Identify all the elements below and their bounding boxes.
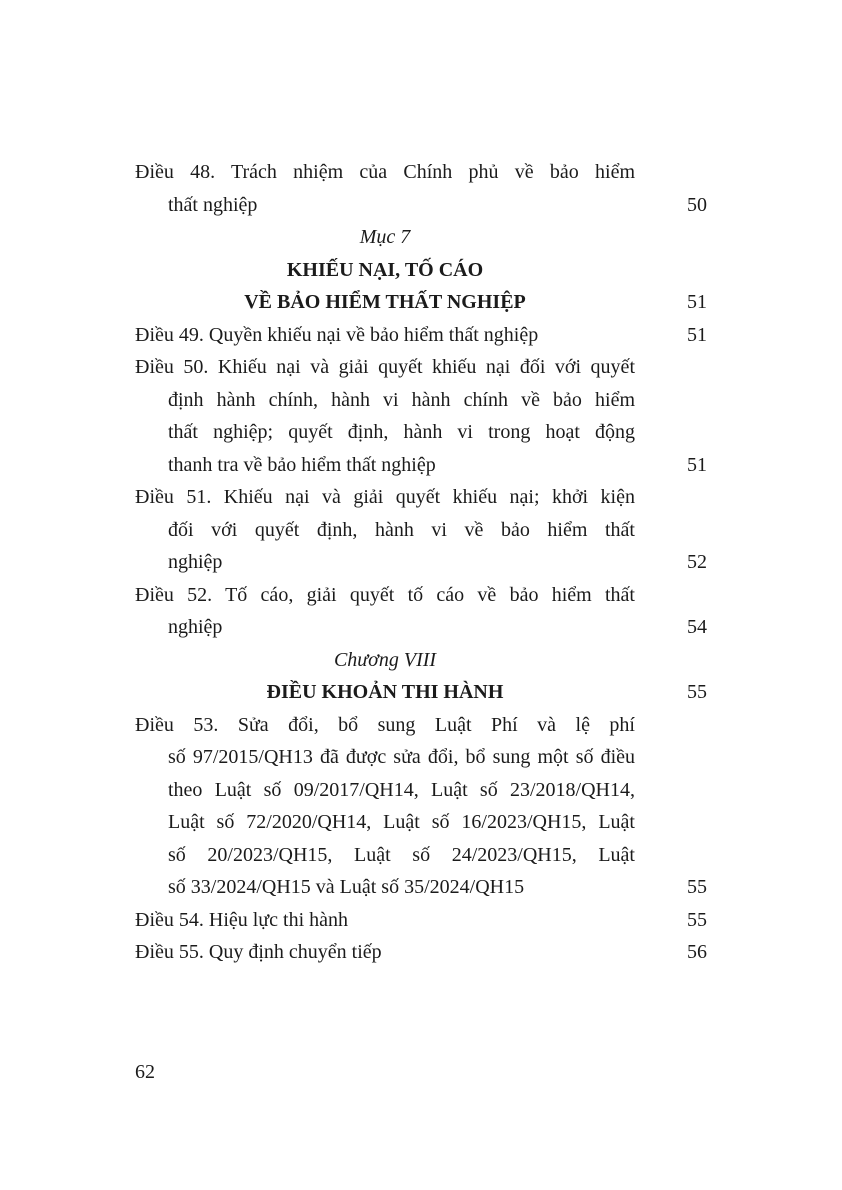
toc-line: Điều 50. Khiếu nại và giải quyết khiếu nại đối với quyết (135, 356, 635, 378)
toc-page-number: 50 (687, 193, 707, 216)
toc-line: định hành chính, hành vi hành chính về bảo hiểm (168, 388, 635, 411)
toc-entry-dieu-52 (135, 579, 707, 644)
section-title-line: KHIẾU NẠI, TỐ CÁO (286, 258, 484, 281)
toc-entry-dieu-49 (135, 319, 707, 352)
toc-entry-title (135, 579, 635, 644)
toc-line: nghiệp (168, 616, 223, 638)
toc-page-number: 55 (687, 876, 707, 898)
section-title-line: VỀ BẢO HIỂM THẤT NGHIỆP (244, 291, 526, 313)
toc-page-number: 51 (687, 323, 707, 346)
toc-line: theo Luật số 09/2017/QH14, Luật số 23/2018/QH14, (168, 778, 635, 801)
toc-entry-dieu-54 (135, 904, 707, 937)
toc-line: thất nghiệp (168, 193, 258, 216)
toc-line: số 20/2023/QH15, Luật số 24/2023/QH15, Luật (168, 843, 635, 866)
toc-entry-title (135, 319, 635, 352)
toc-line: đối với quyết định, hành vi về bảo hiểm thất (168, 518, 635, 541)
toc-entry-title (135, 156, 635, 221)
toc-page-number: 51 (687, 291, 707, 313)
section-heading-text (135, 221, 635, 319)
section-number-line: Mục 7 (359, 226, 411, 248)
toc-line: Điều 53. Sửa đổi, bổ sung Luật Phí và lệ phí (135, 713, 635, 736)
toc-entry-dieu-48 (135, 156, 707, 221)
toc-section-heading-muc-7 (135, 221, 707, 319)
toc-entry-title (135, 904, 635, 937)
chapter-heading-text (135, 644, 635, 709)
toc-page-number: 54 (687, 616, 707, 638)
toc-line: số 97/2015/QH13 đã được sửa đổi, bổ sung một số điều (168, 746, 635, 768)
toc-line: Điều 52. Tố cáo, giải quyết tố cáo về bảo hiểm thất (135, 583, 635, 606)
chapter-title-line: ĐIỀU KHOẢN THI HÀNH (266, 681, 504, 703)
toc-chapter-heading-chuong-viii (135, 644, 707, 709)
toc-line: Điều 49. Quyền khiếu nại về bảo hiểm thất nghiệp (135, 323, 539, 346)
toc-line: Điều 51. Khiếu nại và giải quyết khiếu nại; khởi kiện (135, 486, 635, 508)
toc-page-number: 52 (687, 551, 707, 573)
table-of-contents (135, 156, 707, 969)
toc-line: Điều 55. Quy định chuyển tiếp (135, 941, 382, 963)
toc-entry-dieu-50 (135, 351, 707, 481)
toc-entry-title (135, 481, 635, 579)
toc-line: Điều 54. Hiệu lực thi hành (135, 908, 349, 931)
toc-entry-title (135, 709, 635, 904)
toc-line: nghiệp (168, 551, 223, 573)
toc-entry-dieu-51 (135, 481, 707, 579)
toc-line: thanh tra về bảo hiểm thất nghiệp (168, 453, 436, 476)
toc-page-number: 55 (687, 681, 707, 703)
toc-entry-title (135, 351, 635, 481)
toc-line: Luật số 72/2020/QH14, Luật số 16/2023/QH15, Luật (168, 811, 635, 833)
footer-page-number: 62 (135, 1061, 155, 1083)
chapter-number-line: Chương VIII (333, 648, 437, 671)
toc-entry-title (135, 936, 635, 969)
toc-page-number: 56 (687, 941, 707, 963)
toc-entry-dieu-53 (135, 709, 707, 904)
toc-line: thất nghiệp; quyết định, hành vi trong hoạt động (168, 421, 635, 443)
toc-line: số 33/2024/QH15 và Luật số 35/2024/QH15 (168, 876, 525, 898)
toc-entry-dieu-55 (135, 936, 707, 969)
toc-page-number: 55 (687, 908, 707, 931)
toc-line: Điều 48. Trách nhiệm của Chính phủ về bảo hiểm (135, 161, 635, 183)
toc-page-number: 51 (687, 453, 707, 476)
